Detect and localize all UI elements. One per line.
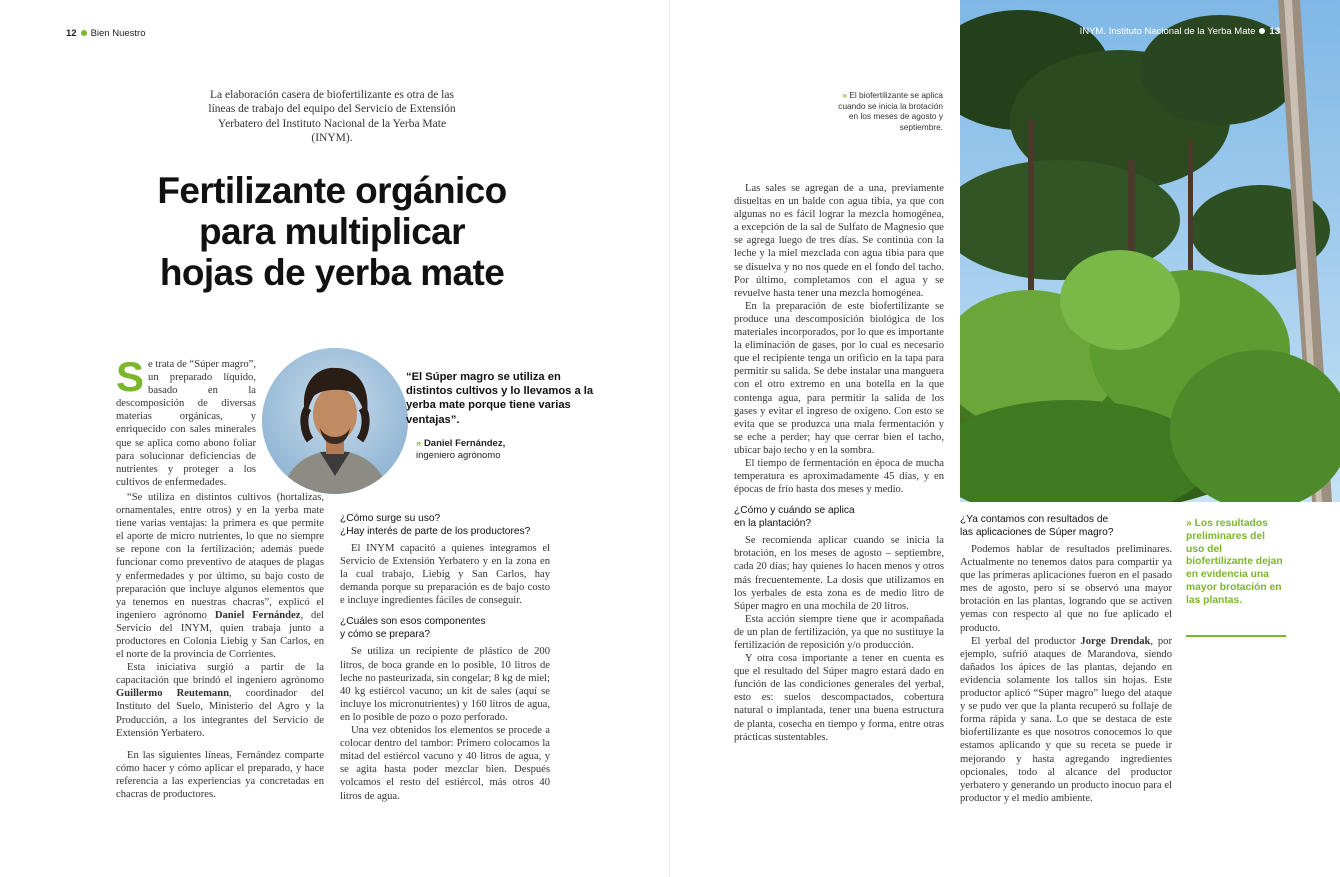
article-column-1: [116, 353, 324, 801]
question-line: ¿Cómo y cuándo se aplica: [734, 505, 855, 517]
section-name-right: INYM. Instituto Nacional de la Yerba Mate: [1079, 26, 1256, 37]
paragraph-text: , por ejemplo, sufrió ataques de Marandova, siendo dañados los ápices de las plantas, dejando en evidencia solamente los tallos sin hojas. Este productor aplicó “Súper magro” luego del ataque y se pudo ver que la planta recuperó su follaje de forma rápida y sana. Lo que se destaca de este biofertilizante es que nosotros conocemos lo que estamos aplicando y que su receta se puede ir mejorando y hasta agregando ingredientes opcionales, todo al alcance del productor yerbatero y generando un producto inocuo para el productor y el medio ambiente.: [960, 635, 1173, 804]
question-line: las aplicaciones de Súper magro?: [960, 526, 1114, 538]
paragraph: Se utiliza un recipiente de plástico de 200 litros, de boca grande en lo posible, 10 litros de leche no pasteurizada, sin congelar; 8 kg de miel; 40 kg estiércol vacuno; un kit de sales (aquí se incluye los micronutrientes) y 160 litros de agua, en lo posible de pozo o pozo perforado.: [340, 646, 550, 723]
article-column-3: [734, 182, 944, 744]
article-column-2: [340, 513, 550, 803]
interview-question: [734, 505, 944, 530]
section-name-left: Bien Nuestro: [90, 28, 146, 39]
caption-text: El biofertilizante se aplica cuando se inicia la brotación en los meses de agosto y septiembre.: [838, 90, 943, 132]
paragraph-text: Esta iniciativa surgió a partir de la capacitación que brindó el ingeniero agrónomo: [116, 662, 324, 687]
pull-quote: “El Súper magro se utiliza en distintos cultivos y lo llevamos a la yerba mate porque tiene varias ventajas”.: [406, 371, 594, 426]
page-number-right: 13: [1269, 26, 1280, 37]
intro-block: [116, 353, 256, 489]
forest-photo: [960, 0, 1340, 502]
interview-question: [960, 514, 1172, 539]
paragraph: Y otra cosa importante a tener en cuenta es que el resultado del Súper magro estará dado en función de las condiciones generales del yerbal, esto es: suelos descompactados, cobertura natural o implantada, tener una buena estructura de planta, cosecha en tiempo y forma, entre otras prácticas sustentables.: [734, 653, 944, 743]
headline-line-2: para multiplicar: [199, 211, 465, 252]
question-line: en la plantación?: [734, 517, 812, 529]
left-folio: [66, 28, 146, 39]
headline-line-1: Fertilizante orgánico: [157, 170, 507, 211]
question-line: ¿Cómo surge su uso?: [340, 513, 441, 524]
page-spine: [669, 0, 671, 877]
right-folio: [1080, 26, 1280, 37]
paragraph-text: , coordinador del Instituto del Suelo, Ministerio del Agro y la Producción, a los integrantes del Servicio de Extensión Yerbatero.: [116, 688, 324, 739]
double-chevron-icon: »: [842, 90, 848, 100]
paragraph: [116, 491, 324, 661]
article-headline: [112, 170, 552, 293]
person-name: Guillermo Reutemann: [116, 688, 229, 700]
sidebar-highlight: [1186, 518, 1286, 608]
forest-image: [960, 0, 1340, 502]
sidebar-rule: [1186, 635, 1286, 637]
paragraph: Una vez obtenidos los elementos se procede a colocar dentro del tambor: Primero colocamos la mitad del estiércol vacuno y 40 litros de agua, y se agita hasta poder mezclar bien. Después volcamos el resto del estiércol, más otros 40 litros de agua.: [340, 725, 550, 802]
question-line: ¿Ya contamos con resultados de: [960, 514, 1109, 525]
interview-question: [340, 513, 550, 538]
double-chevron-icon: »: [1186, 518, 1192, 529]
paragraph-text: “Se utiliza en distintos cultivos (hortalizas, ornamentales, entre otros) y en la yerba mate tiene varias ventajas: la primera es que permite el aporte de micro nutrientes, lo que no siempre se repone con la fertilización; además puede funcionar como preventivo de ataques de plagas y enfermedades y por último, su bajo costo de preparación que incluye algunos elementos que ya tenemos en nuestras chacras”, explicó el ingeniero agrónomo: [116, 491, 324, 621]
green-dot-icon: [81, 30, 87, 36]
double-chevron-icon: »: [416, 438, 422, 449]
paragraph-text: El yerbal del productor: [971, 635, 1081, 647]
article-lead: La elaboración casera de biofertilizante es otra de las líneas de trabajo del equipo del Servicio de Extensión Yerbatero del Instituto Nacional de la Yerba Mate (INYM).: [208, 89, 456, 145]
person-name: Daniel Fernández: [214, 609, 301, 621]
interview-question: [340, 616, 550, 641]
person-name: Jorge Drendak: [1080, 635, 1151, 647]
paragraph-text: , del Servicio del INYM, quien trabaja junto a productores en Colonia Liebig y San Carlos, en el norte de la provincia de Corrientes.: [116, 609, 324, 661]
paragraph: En las siguientes líneas, Fernández comparte cómo hacer y cómo aplicar el preparado, y hace referencia a las experiencias ya concretadas en chacras de productores.: [116, 749, 324, 800]
drop-cap: S: [116, 353, 145, 400]
question-line: ¿Cuáles son esos componentes: [340, 616, 486, 628]
pull-quote-author: [416, 438, 505, 462]
paragraph: En la preparación de este biofertilizante se produce una descomposición biológica de los materiales incorporados, por lo que es importante la eliminación de gases, por lo cual es necesario que el recipiente tenga un orificio en la tapa para permitir su salida. Se debe instalar una manguera con el otro extremo en una botella en la que contenga agua, para permitir la salida de los gases y evitar el ingreso de oxígeno. Con esto se evita que se produzca una mala fermentación y se eche a perder; hay que cerrar bien el tacho, ubicar bajo techo y en la sombra.: [734, 300, 944, 456]
paragraph: [960, 635, 1172, 805]
page-number-left: 12: [66, 28, 77, 39]
author-name: Daniel Fernández,: [423, 438, 506, 449]
sidebar-text: Los resultados preliminares del uso del biofertilizante dejan en evidencia una mayor brotación en las plantas.: [1186, 518, 1283, 606]
photo-caption: [835, 90, 943, 132]
question-line: y cómo se prepara?: [340, 628, 431, 640]
headline-line-3: hojas de yerba mate: [159, 252, 505, 293]
white-dot-icon: [1259, 28, 1265, 34]
paragraph: Podemos hablar de resultados preliminares. Actualmente no tenemos datos para compartir ya que las primeras aplicaciones fueron en el pasado mes de agosto, pero sí se observó una mayor brotación en las plantas, logrando que se activen yemas con respecto al que no fue aplicado el producto.: [960, 544, 1172, 634]
paragraph: Esta acción siempre tiene que ir acompañada de un plan de fertilización, ya que no sustituye la fertilización de reposición y/o producción.: [734, 613, 944, 651]
question-line: ¿Hay interés de parte de los productores?: [340, 525, 531, 537]
article-column-4: [960, 514, 1172, 805]
paragraph: El tiempo de fermentación en época de mucha temperatura es aproximadamente 45 días, y en épocas de frío hasta dos meses y medio.: [734, 457, 944, 496]
intro-text: e trata de “Súper magro”, un preparado líquido, basado en la descomposición de diversas materias orgánicas, y enriquecido con sales minerales que se aplica como abono foliar para solucionar deficiencias de nutrientes y proteger a los cultivos de enfermedades.: [116, 359, 256, 488]
paragraph: [116, 661, 324, 740]
author-role: ingeniero agrónomo: [416, 450, 501, 461]
paragraph: El INYM capacitó a quienes integramos el Servicio de Extensión Yerbatero y en la zona en la cual trabajo, Liebig y San Carlos, hay demanda porque su preparación es de bajo costo e incluye ingredientes fáciles de conseguir.: [340, 543, 550, 607]
paragraph: Las sales se agregan de a una, previamente disueltas en un balde con agua tibia, ya que con algunas no es fácil lograr la mezcla homogénea, a excepción de la sal de Sulfato de Magnesio que se agrega luego de tres días. Se continúa con la leche y la miel mezclada con agua tibia para que se disuelva y no nos quede en el fondo del tacho. Por último, completamos con el agua y se revuelve hasta tener una mezcla homogénea.: [734, 183, 944, 299]
paragraph: Se recomienda aplicar cuando se inicia la brotación, en los meses de agosto – septiembre, cada 20 días; hay quienes lo hacen menos y otros más frecuentemente. La dosis que utilizamos en los yerbales de esta zona es de medio litro de Súper magro en una mochila de 20 litros.: [734, 535, 944, 612]
